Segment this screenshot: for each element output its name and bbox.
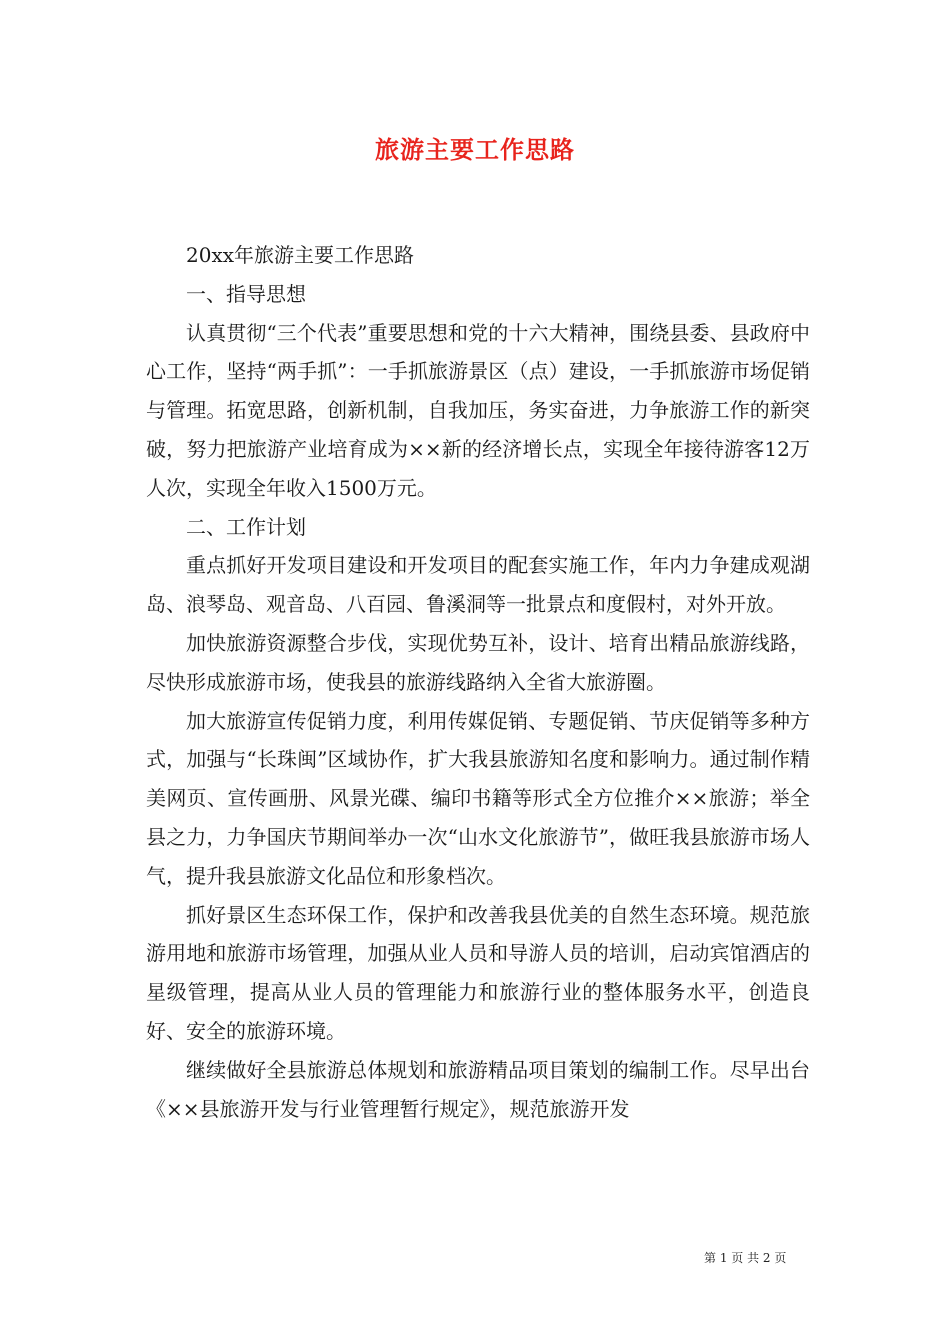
paragraph: 继续做好全县旅游总体规划和旅游精品项目策划的编制工作。尽早出台《××县旅游开发与行业管理暂行规定》，规范旅游开发 xyxy=(146,1057,810,1121)
paragraph: 加大旅游宣传促销力度，利用传媒促销、专题促销、节庆促销等多种方式，加强与“长珠闽”区域协作，扩大我县旅游知名度和影响力。通过制作精美网页、宣传画册、风景光碟、编印书籍等形式全方位推介××旅游；举全县之力，力争国庆节期间举办一次“山水文化旅游节”，做旺我县旅游市场人气，提升我县旅游文化品位和形象档次。 xyxy=(146,708,810,888)
section-heading-guiding-thought: 一、指导思想 xyxy=(186,281,306,306)
section-heading-work-plan: 二、工作计划 xyxy=(186,514,306,539)
paragraph: 重点抓好开发项目建设和开发项目的配套实施工作，年内力争建成观湖岛、浪琴岛、观音岛、八百园、鲁溪洞等一批景点和度假村，对外开放。 xyxy=(146,553,810,617)
paragraph: 抓好景区生态环保工作，保护和改善我县优美的自然生态环境。规范旅游用地和旅游市场管理，加强从业人员和导游人员的培训，启动宾馆酒店的星级管理，提高从业人员的管理能力和旅游行业的整体服务水平，创造良好、安全的旅游环境。 xyxy=(146,902,810,1043)
paragraph-heading-year: 20xx年旅游主要工作思路 xyxy=(186,243,415,267)
document-body xyxy=(146,236,810,1128)
paragraph: 认真贯彻“三个代表”重要思想和党的十六大精神，围绕县委、县政府中心工作，坚持“两手抓”：一手抓旅游景区（点）建设，一手抓旅游市场促销与管理。拓宽思路，创新机制，自我加压，务实奋进，力争旅游工作的新突破，努力把旅游产业培育成为××新的经济增长点，实现全年接待游客12万人次，实现全年收入1500万元。 xyxy=(146,320,810,500)
document-title: 旅游主要工作思路 xyxy=(375,135,575,164)
paragraph: 加快旅游资源整合步伐，实现优势互补，设计、培育出精品旅游线路，尽快形成旅游市场，使我县的旅游线路纳入全省大旅游圈。 xyxy=(146,630,810,694)
page-number-footer: 第 1 页 共 2 页 xyxy=(704,1251,787,1265)
